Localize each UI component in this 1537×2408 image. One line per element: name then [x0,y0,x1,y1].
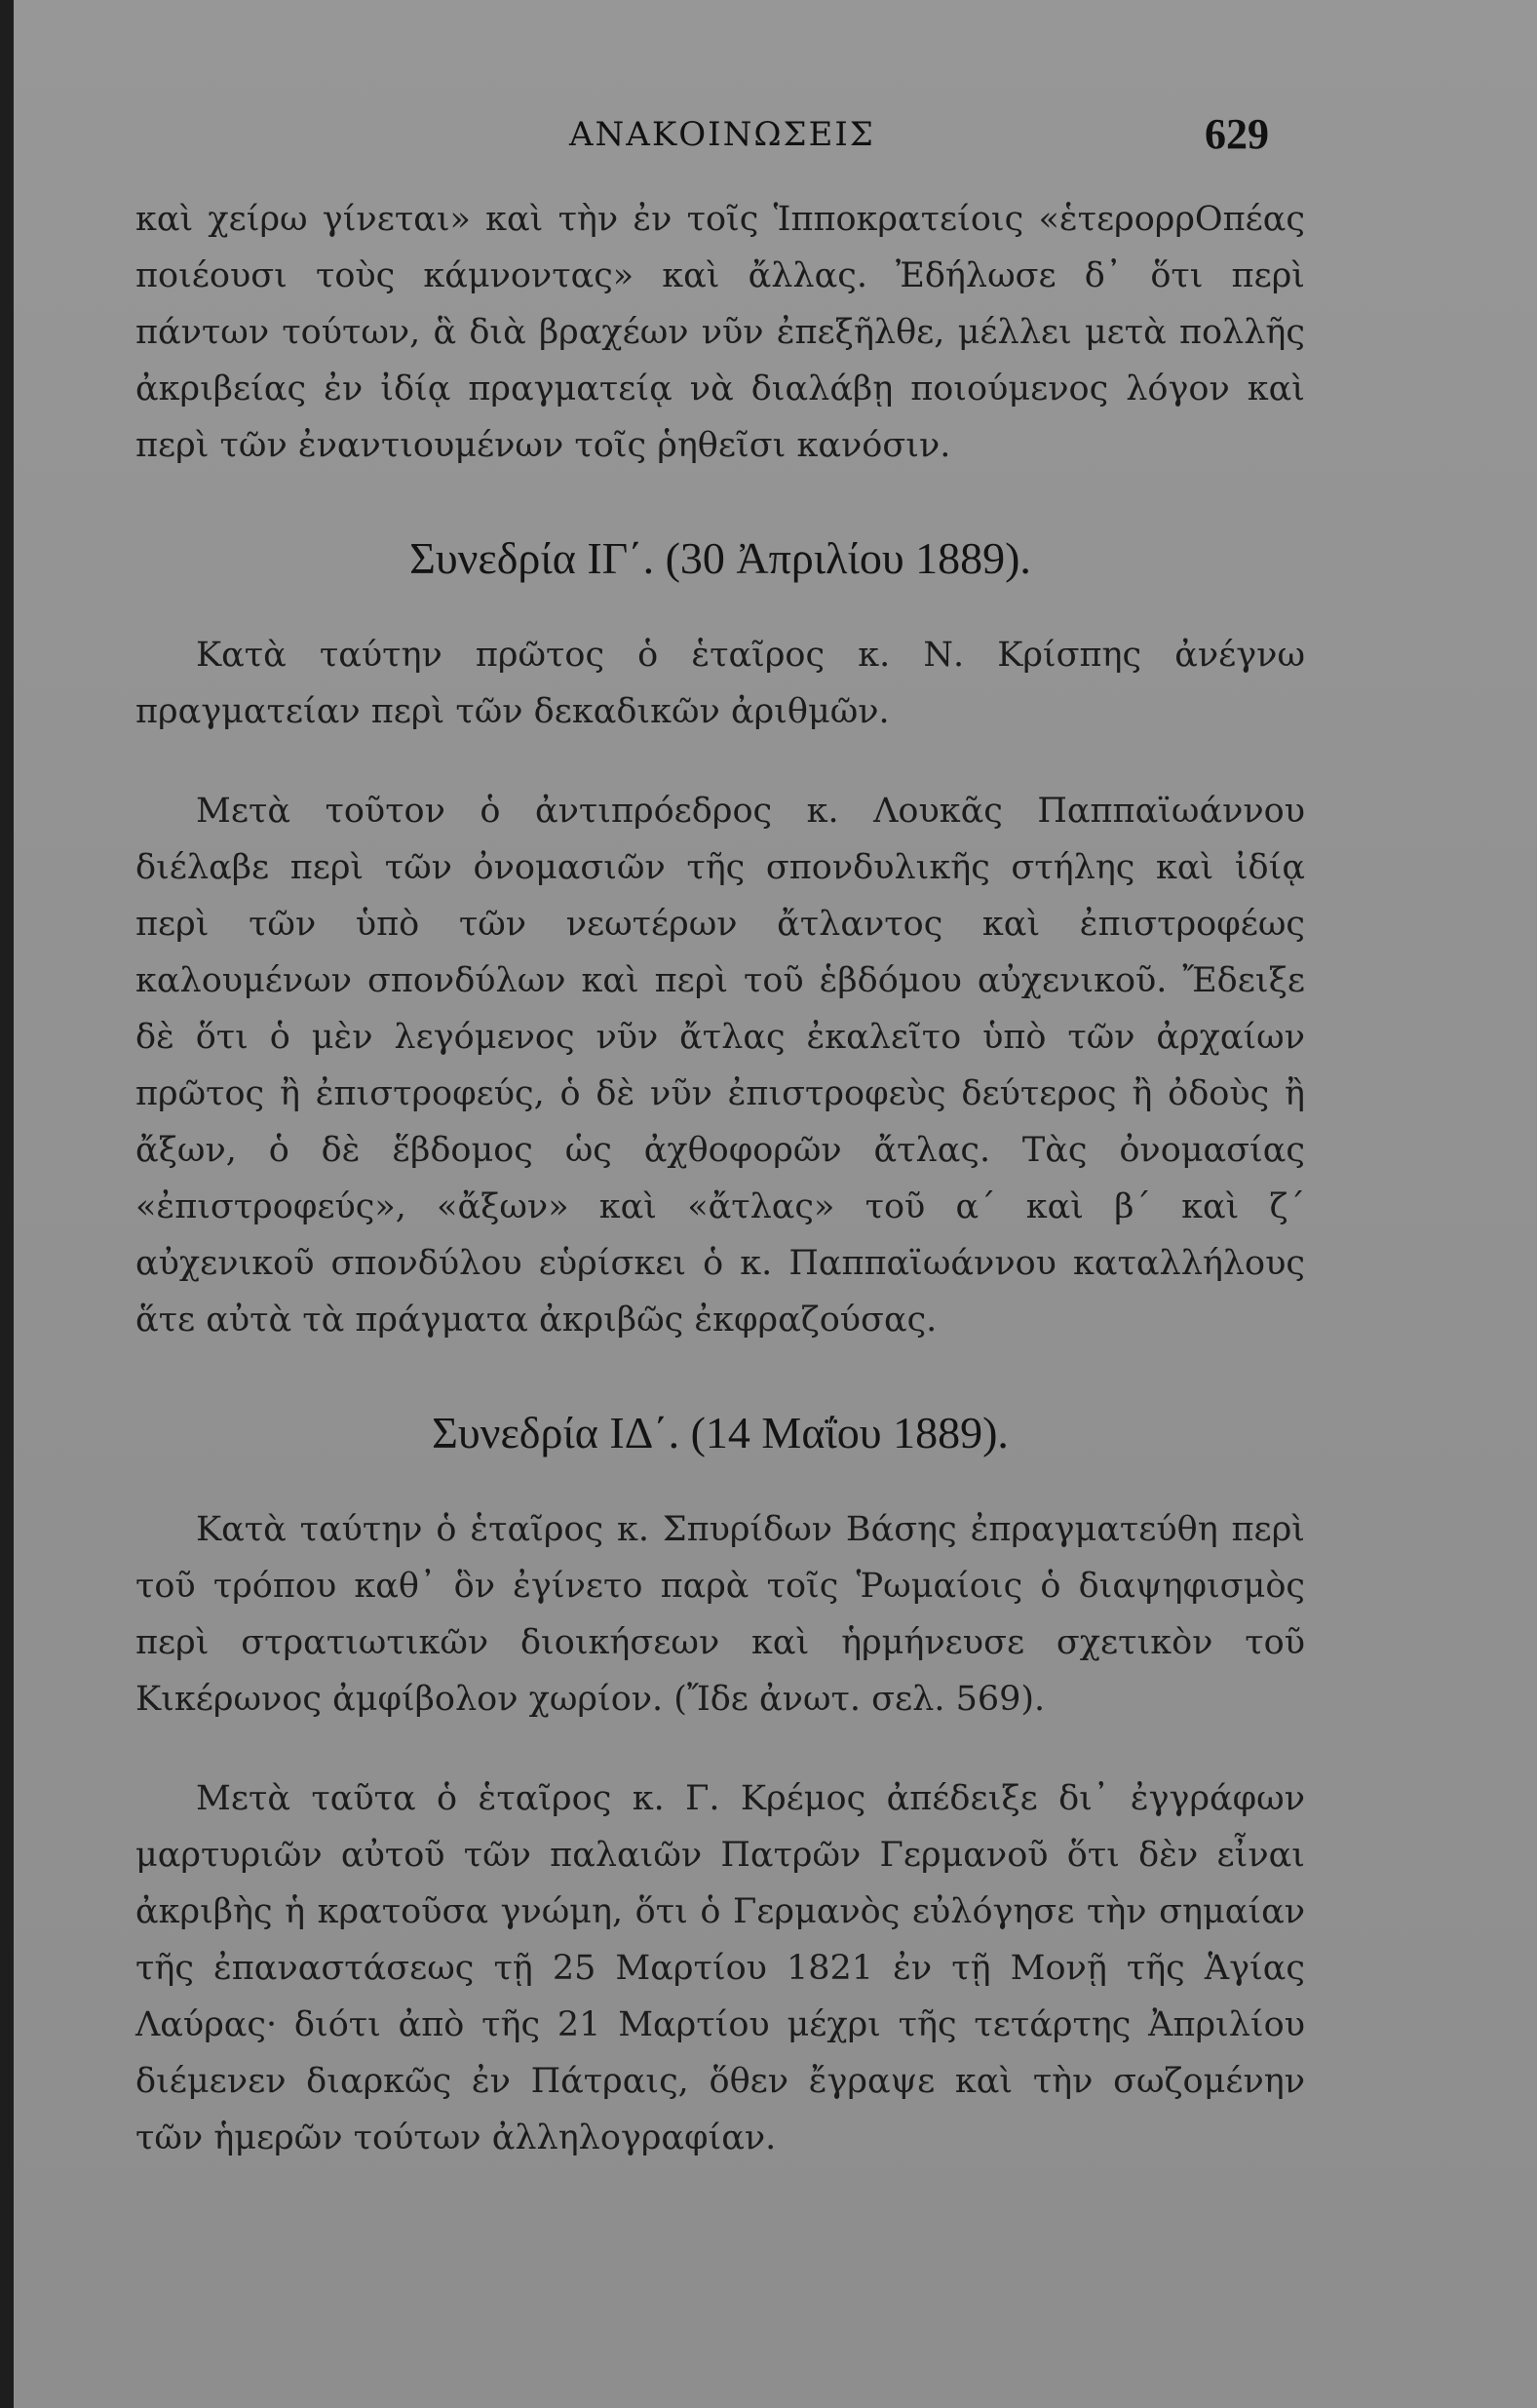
paragraph-kremos: Μετὰ ταῦτα ὁ ἑταῖρος κ. Γ. Κρέμος ἀπέδειξε δι᾽ ἐγγράφων μαρτυριῶν αὐτοῦ τῶν παλαιῶν Πατρῶν Γερμανοῦ ὅτι δὲν εἶναι ἀκριβὴς ἡ κρατοῦσα γνώμη, ὅτι ὁ Γερμανὸς εὐλόγησε τὴν σημαίαν τῆς ἐπαναστάσεως τῇ 25 Μαρτίου 1821 ἐν τῇ Μονῇ τῆς Ἁγίας Λαύρας· διότι ἀπὸ τῆς 21 Μαρτίου μέχρι τῆς τετάρτης Ἀπριλίου διέμενεν διαρκῶς ἐν Πάτραις, ὅθεν ἔγραψε καὶ τὴν σωζομένην τῶν ἡμερῶν τούτων ἀλληλογραφίαν. [135,1779,1305,2157]
session-14-heading: Συνεδρία ΙΔ΄. (14 Μαΐου 1889). [432,1408,1009,1457]
paragraph-vasis: Κατὰ ταύτην ὁ ἑταῖρος κ. Σπυρίδων Βάσης ἐπραγματεύθη περὶ τοῦ τρόπου καθ᾽ ὃν ἐγίνετο παρὰ τοῖς Ῥωμαίοις ὁ διαψηφισμὸς περὶ στρατιωτικῶν διοικήσεων καὶ ἡρμήνευσε σχετικὸν τοῦ Κικέρωνος ἀμφίβολον χωρίον. (Ἴδε ἀνωτ. σελ. 569). [135,1510,1305,1719]
paragraph-krispis: Κατὰ ταύτην πρῶτος ὁ ἑταῖρος κ. Ν. Κρίσπης ἀνέγνω πραγματείαν περὶ τῶν δεκαδικῶν ἀριθμῶν. [135,636,1305,731]
paragraph-pappaioannou: Μετὰ τοῦτον ὁ ἀντιπρόεδρος κ. Λουκᾶς Παππαϊωάννου διέλαβε περὶ τῶν ὀνομασιῶν τῆς σπονδυλικῆς στήλης καὶ ἰδίᾳ περὶ τῶν ὑπὸ τῶν νεωτέρων ἄτλαντος καὶ ἐπιστροφέως καλουμένων σπονδύλων καὶ περὶ τοῦ ἑβδόμου αὐχενικοῦ. Ἔδειξε δὲ ὅτι ὁ μὲν λεγόμενος νῦν ἄτλας ἐκαλεῖτο ὑπὸ τῶν ἀρχαίων πρῶτος ἢ ἐπιστροφεύς, ὁ δὲ νῦν ἐπιστροφεὺς δεύτερος ἢ ὀδοὺς ἢ ἄξων, ὁ δὲ ἕβδομος ὡς ἀχθοφορῶν ἄτλας. Τὰς ὀνομασίας «ἐπιστροφεύς», «ἄξων» καὶ «ἄτλας» τοῦ α΄ καὶ β΄ καὶ ζ΄ αὐχενικοῦ σπονδύλου εὑρίσκει ὁ κ. Παππαϊωάννου καταλλήλους ἅτε αὐτὰ τὰ πράγματα ἀκριβῶς ἐκφραζούσας. [135,792,1305,1340]
book-page [14,0,1537,2408]
scan-binding-edge [0,0,14,2408]
page-body [135,191,1305,2166]
paragraph-continuation: καὶ χείρω γίνεται» καὶ τὴν ἐν τοῖς Ἱπποκρατείοις «ἑτερορρΟπέας ποιέουσι τοὺς κάμνοντας» καὶ ἄλλας. Ἐδήλωσε δ᾽ ὅτι περὶ πάντων τούτων, ἃ διὰ βραχέων νῦν ἐπεξῆλθε, μέλλει μετὰ πολλῆς ἀκριβείας ἐν ἰδίᾳ πραγματείᾳ νὰ διαλάβῃ ποιούμενος λόγον καὶ περὶ τῶν ἐναντιουμένων τοῖς ῥηθεῖσι κανόσιν. [135,200,1305,465]
running-head: ΑΝΑΚΟΙΝΩΣΕΙΣ [569,115,875,154]
session-13-heading: Συνεδρία ΙΓ΄. (30 Ἀπριλίου 1889). [409,533,1031,583]
page-header [14,110,1537,164]
page-number: 629 [1205,110,1269,158]
